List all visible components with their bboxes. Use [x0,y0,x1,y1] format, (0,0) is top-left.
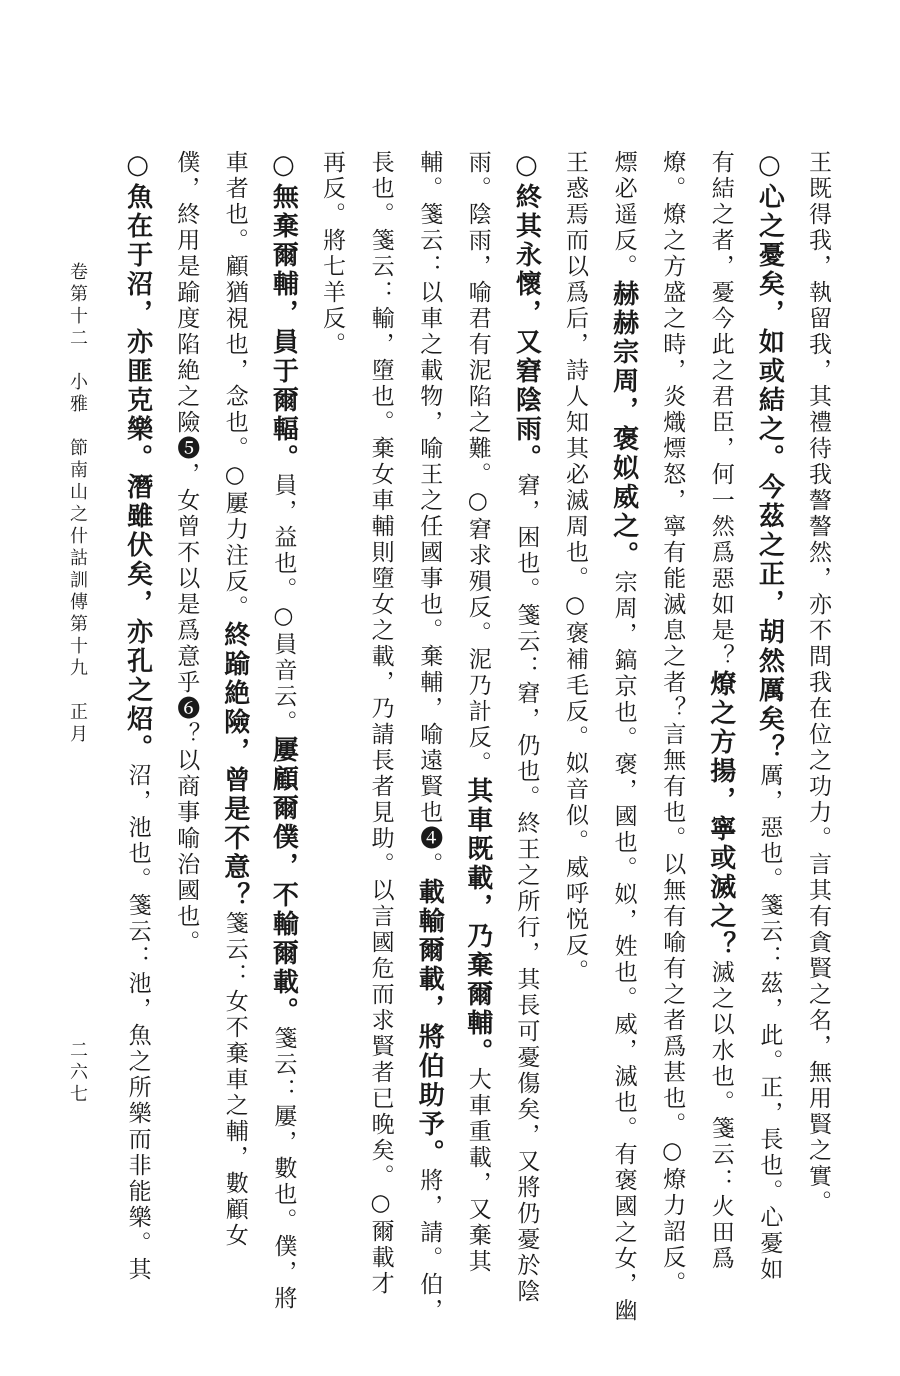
commentary-text: 王既得我，執留我，其禮待我謷謷然，亦不問我在位之功力。言其有貪賢之名，無用賢之實。 [805,150,831,1216]
text-column [166,150,206,1340]
text-column [604,150,644,1340]
commentary-text: 箋云：女不棄車之輔，數顧女 [221,911,248,1249]
text-column [555,150,595,1340]
text-column [749,150,789,1340]
commentary-text: 熛必遥反。 [610,150,637,280]
text-column [701,150,741,1340]
text-column [798,150,838,1340]
text-column [409,150,449,1340]
commentary-text: 有結之者，憂今此之君臣，何一然爲惡如是？ [707,150,734,670]
text-column [312,150,352,1340]
verse-text: 載輸爾載，將伯助予。 [414,878,445,1168]
commentary-text: 將，請。伯， [416,1168,443,1324]
text-column [118,150,158,1340]
commentary-text: 滅之以水也。箋云：火田爲 [707,960,734,1272]
commentary-text: 大車重載，又棄其 [464,1067,491,1275]
commentary-text: 雨。陰雨，喻君有泥陷之難。○窘求殞反。泥乃計反。 [464,150,491,777]
verse-text: 終踰絶險，曾是不意？ [219,621,250,911]
text-column [215,150,255,1340]
verse-text: 其車既載，乃棄爾輔。 [462,777,493,1067]
commentary-text: 車者也。顧猶視也，念也。○屢力注反。 [221,150,248,621]
commentary-text: 宗周，鎬京也。褒，國也。姒，姓也。威，滅也。有褒國之女，幽 [610,570,637,1324]
commentary-text: 沼，池也。箋云：池，魚之所樂而非能樂。其 [124,763,151,1283]
commentary-text: 僕，終用是踰度陷絶之險❺，女曾不以是爲意乎❻？以商事喻治國也。 [173,150,200,956]
verse-text: 燎之方揚，寧或滅之？ [705,670,736,960]
text-column [263,150,303,1340]
commentary-text: 員，益也。○員音云。 [270,473,297,736]
verse-text: ○魚在于沼，亦匪克樂。潛雖伏矣，亦孔之炤。 [122,150,153,763]
verse-text: 屢顧爾僕，不輸爾載。 [268,736,299,1026]
running-head: 卷第十二 小雅 節南山之什詁訓傳第十九 正月 [67,262,88,746]
text-column [652,150,692,1340]
verse-text: 赫赫宗周，褒姒威之。 [608,280,639,570]
commentary-text: 長也。箋云：輸，墮也。棄女車輔則墮女之載，乃請長者見助。以言國危而求賢者已晚矣。○爾載才 [367,150,394,1297]
commentary-text: 箋云：屢，數也。僕，將 [270,1026,297,1312]
commentary-text: 窘，困也。箋云：窘，仍也。終王之所行，其長可憂傷矣，又將仍憂於陰 [513,473,540,1305]
verse-text: ○終其永懷，又窘陰雨。 [511,150,542,473]
commentary-text: 燎。燎之方盛之時，炎熾熛怒，寧有能滅息之者？言無有也。以無有喻有之者爲甚也。○燎力詔反。 [659,150,686,1297]
verse-text: ○心之憂矣，如或結之。今茲之正，胡然厲矣？ [754,150,785,763]
verse-text: ○無棄爾輔，員于爾輻。 [268,150,299,473]
text-column [458,150,498,1340]
text-column [361,150,401,1340]
commentary-text: 再反。將七羊反。 [319,150,345,358]
page-number: 二六七 [67,1040,88,1106]
commentary-text: 厲，惡也。箋云：茲，此。正，長也。心憂如 [756,763,783,1283]
commentary-text: 王惑焉而以爲后，詩人知其必滅周也。○褒補毛反。姒音似。威呼悦反。 [562,150,588,985]
text-column [506,150,546,1340]
commentary-text: 輔。箋云：以車之載物，喻王之任國事也。棄輔，喻遠賢也❹。 [416,150,443,878]
